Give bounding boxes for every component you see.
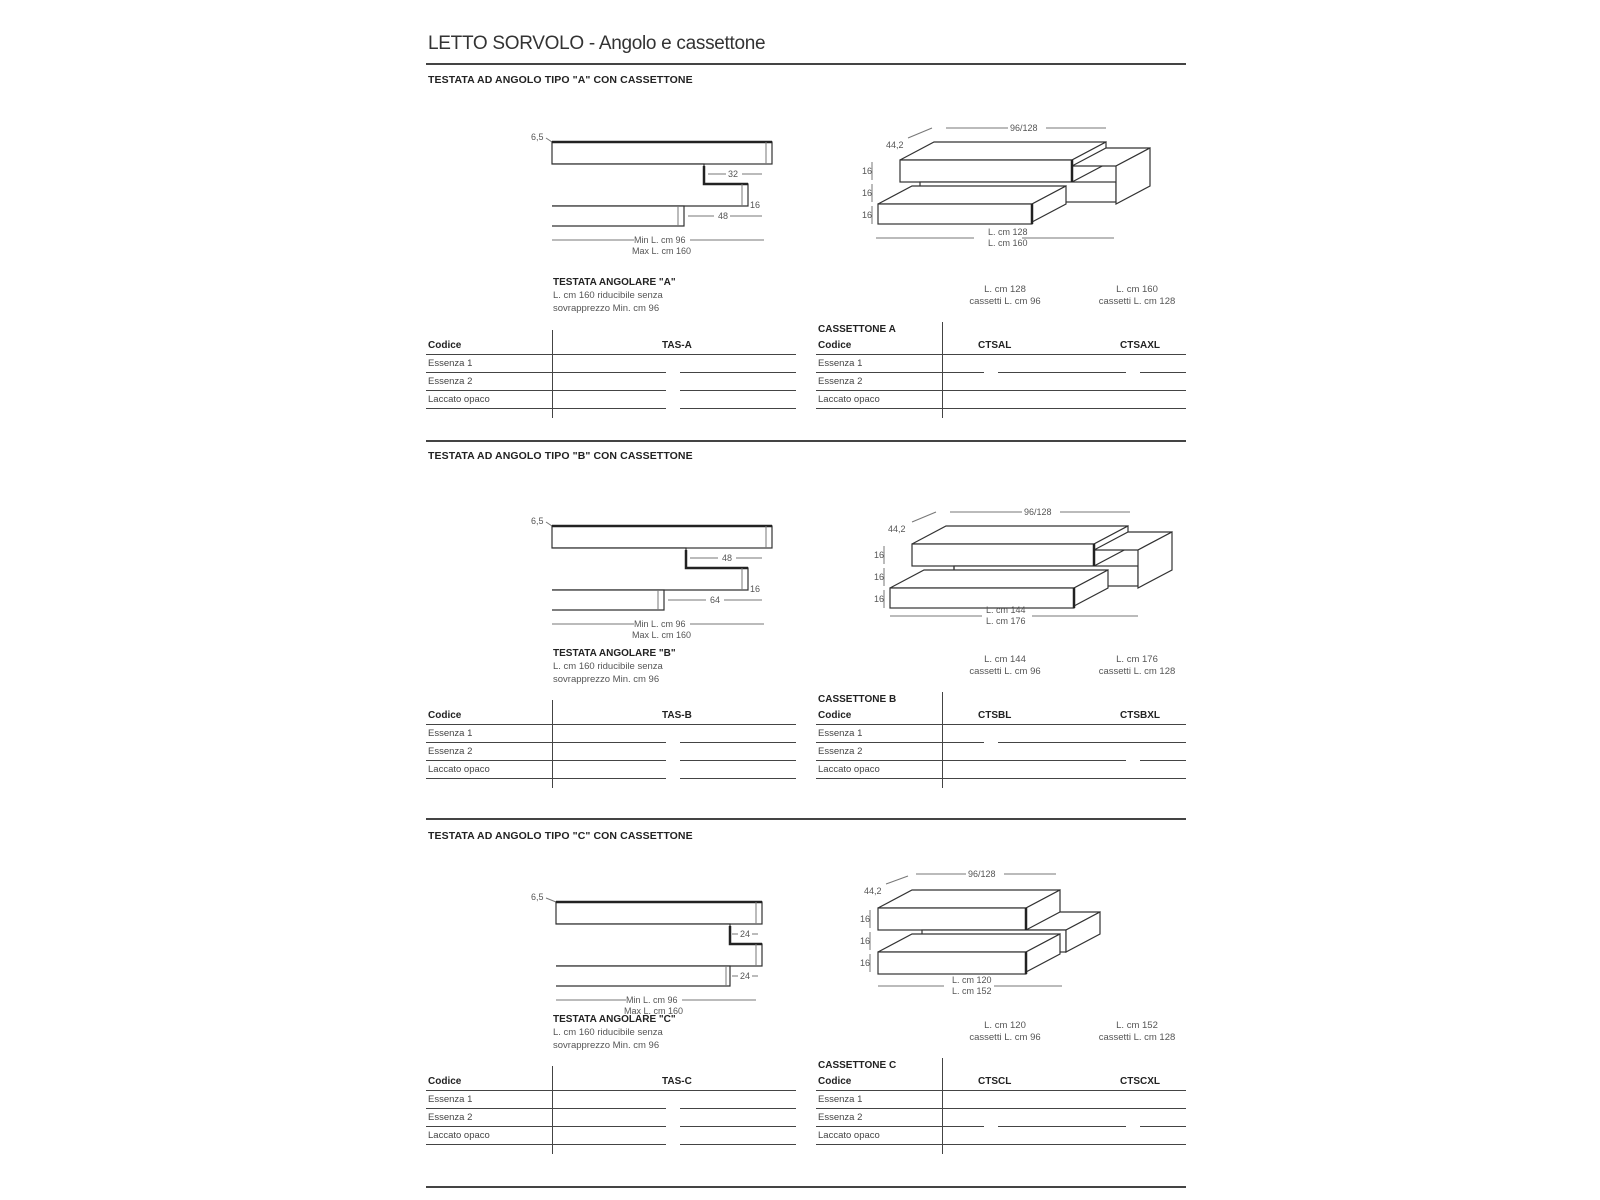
section-heading: TESTATA AD ANGOLO TIPO "A" CON CASSETTONE: [428, 74, 693, 86]
headboard-line1: L. cm 160 riducibile senza: [553, 290, 663, 301]
header-code1: CTSCL: [978, 1076, 1012, 1087]
size-drawers: cassetti L. cm 128: [1098, 1032, 1176, 1043]
header-code1: CTSAL: [978, 340, 1012, 351]
size-length: L. cm 176: [1116, 654, 1158, 665]
headboard-line2: sovrapprezzo Min. cm 96: [553, 303, 660, 314]
section-rule: [426, 440, 1186, 442]
section-heading: TESTATA AD ANGOLO TIPO "C" CON CASSETTONE: [428, 830, 693, 842]
header-code: TAS-C: [662, 1076, 692, 1087]
dim-h2: 16: [860, 936, 871, 946]
header-code2: CTSCXL: [1120, 1076, 1160, 1087]
header-code2: CTSAXL: [1120, 340, 1160, 351]
row-essenza1: Essenza 1: [428, 728, 473, 739]
row-essenza1: Essenza 1: [428, 358, 473, 369]
dim-d2: 16: [750, 584, 761, 594]
drawer-size-2: [1082, 284, 1192, 308]
row-laccato: Laccato opaco: [428, 1130, 490, 1141]
header-codice: Codice: [818, 710, 852, 721]
row-laccato: Laccato opaco: [428, 764, 490, 775]
drawer-table-title: CASSETTONE C: [818, 1060, 897, 1071]
dim-d: 44,2: [888, 524, 906, 534]
dim-d1: 24: [740, 929, 751, 939]
headboard-title: TESTATA ANGOLARE "C": [553, 1014, 676, 1025]
row-essenza1: Essenza 1: [428, 1094, 473, 1105]
row-essenza1: Essenza 1: [818, 728, 863, 739]
technical-drawing-a: [426, 100, 1186, 270]
dim-l1: L. cm 120: [952, 975, 992, 985]
dim-h2: 16: [862, 188, 873, 198]
section-rule: [426, 818, 1186, 820]
row-essenza2: Essenza 2: [818, 746, 863, 757]
size-length: L. cm 128: [984, 284, 1026, 295]
header-code: TAS-A: [662, 340, 692, 351]
title-rule: [426, 63, 1186, 65]
headboard-table-b: [426, 700, 796, 790]
headboard-table-c: [426, 1066, 796, 1156]
row-essenza2: Essenza 2: [428, 1112, 473, 1123]
size-length: L. cm 160: [1116, 284, 1158, 295]
header-codice: Codice: [818, 340, 852, 351]
headboard-title: TESTATA ANGOLARE "A": [553, 277, 676, 288]
dim-h1: 16: [862, 166, 873, 176]
drawer-size-1: [950, 1020, 1060, 1044]
dim-min: Min L. cm 96: [626, 995, 678, 1005]
headboard-a-elevation: [531, 132, 772, 256]
size-length: L. cm 120: [984, 1020, 1026, 1031]
dim-d: 44,2: [886, 140, 904, 150]
row-laccato: Laccato opaco: [818, 764, 880, 775]
drawer-size-2: [1082, 654, 1192, 678]
drawer-size-1: [950, 654, 1060, 678]
dim-d: 44,2: [864, 886, 882, 896]
row-laccato: Laccato opaco: [818, 394, 880, 405]
row-laccato: Laccato opaco: [428, 394, 490, 405]
section-heading: TESTATA AD ANGOLO TIPO "B" CON CASSETTONE: [428, 450, 693, 462]
dim-h1: 16: [874, 550, 885, 560]
dim-l2: L. cm 152: [952, 986, 992, 996]
dim-l1: L. cm 128: [988, 227, 1028, 237]
dim-h2: 16: [874, 572, 885, 582]
size-drawers: cassetti L. cm 96: [969, 666, 1041, 677]
headboard-line1: L. cm 160 riducibile senza: [553, 1027, 663, 1038]
dim-d3: 64: [710, 595, 721, 605]
headboard-line2: sovrapprezzo Min. cm 96: [553, 1040, 660, 1051]
row-essenza2: Essenza 2: [818, 1112, 863, 1123]
drawing-c: [426, 854, 1186, 1024]
size-drawers: cassetti L. cm 96: [969, 296, 1041, 307]
drawer-c-isometric: [860, 869, 1100, 996]
dim-min: Min L. cm 96: [634, 619, 686, 629]
headboard-b-elevation: [531, 516, 772, 640]
size-length: L. cm 152: [1116, 1020, 1158, 1031]
drawer-size-2: [1082, 1020, 1192, 1044]
size-drawers: cassetti L. cm 128: [1098, 296, 1176, 307]
row-essenza2: Essenza 2: [428, 746, 473, 757]
headboard-line2: sovrapprezzo Min. cm 96: [553, 674, 660, 685]
dim-h1: 16: [860, 914, 871, 924]
headboard-line1: L. cm 160 riducibile senza: [553, 661, 663, 672]
header-codice: Codice: [428, 340, 462, 351]
row-laccato: Laccato opaco: [818, 1130, 880, 1141]
header-codice: Codice: [428, 710, 462, 721]
dim-top: 6,5: [531, 132, 544, 142]
drawer-table-b: [816, 694, 1186, 790]
section-rule: [426, 1186, 1186, 1188]
row-essenza2: Essenza 2: [818, 376, 863, 387]
drawing-a: [426, 100, 1186, 270]
header-code1: CTSBL: [978, 710, 1012, 721]
dim-max: Max L. cm 160: [632, 246, 692, 256]
headboard-c-elevation: [531, 892, 762, 1016]
header-codice: Codice: [428, 1076, 462, 1087]
dim-top: 6,5: [531, 892, 544, 902]
technical-drawing-c: [426, 854, 1186, 1024]
headboard-table-a: [426, 330, 796, 420]
dim-d2: 16: [750, 200, 761, 210]
drawing-b: [426, 484, 1186, 654]
dim-l2: L. cm 160: [988, 238, 1028, 248]
size-drawers: cassetti L. cm 128: [1098, 666, 1176, 677]
dim-w: 96/128: [1024, 507, 1052, 517]
dim-d2: 24: [740, 971, 751, 981]
dim-top: 6,5: [531, 516, 544, 526]
dim-d1: 48: [722, 553, 733, 563]
headboard-desc-b: [553, 647, 676, 686]
dim-max: Max L. cm 160: [632, 630, 692, 640]
drawer-b-isometric: [874, 507, 1172, 626]
dim-max: Max L. cm 160: [624, 1006, 684, 1016]
header-codice: Codice: [818, 1076, 852, 1087]
dim-l1: L. cm 144: [986, 605, 1026, 615]
row-essenza1: Essenza 1: [818, 1094, 863, 1105]
drawer-table-a: [816, 324, 1186, 420]
dim-min: Min L. cm 96: [634, 235, 686, 245]
dim-w: 96/128: [968, 869, 996, 879]
dim-h3: 16: [860, 958, 871, 968]
drawer-size-1: [950, 284, 1060, 308]
row-essenza1: Essenza 1: [818, 358, 863, 369]
dim-h3: 16: [862, 210, 873, 220]
header-code: TAS-B: [662, 710, 692, 721]
dim-w: 96/128: [1010, 123, 1038, 133]
technical-drawing-b: [426, 484, 1186, 654]
page-title: LETTO SORVOLO - Angolo e cassettone: [428, 33, 766, 54]
dim-h3: 16: [874, 594, 885, 604]
size-drawers: cassetti L. cm 96: [969, 1032, 1041, 1043]
drawer-table-title: CASSETTONE A: [818, 324, 896, 335]
headboard-title: TESTATA ANGOLARE "B": [553, 648, 676, 659]
headboard-desc-a: [553, 276, 676, 315]
drawer-a-isometric: [862, 123, 1150, 248]
headboard-desc-c: [553, 1013, 676, 1052]
header-code2: CTSBXL: [1120, 710, 1160, 721]
dim-l2: L. cm 176: [986, 616, 1026, 626]
size-length: L. cm 144: [984, 654, 1026, 665]
drawer-table-c: [816, 1060, 1186, 1156]
dim-d3: 48: [718, 211, 729, 221]
row-essenza2: Essenza 2: [428, 376, 473, 387]
dim-d1: 32: [728, 169, 739, 179]
drawer-table-title: CASSETTONE B: [818, 694, 897, 705]
